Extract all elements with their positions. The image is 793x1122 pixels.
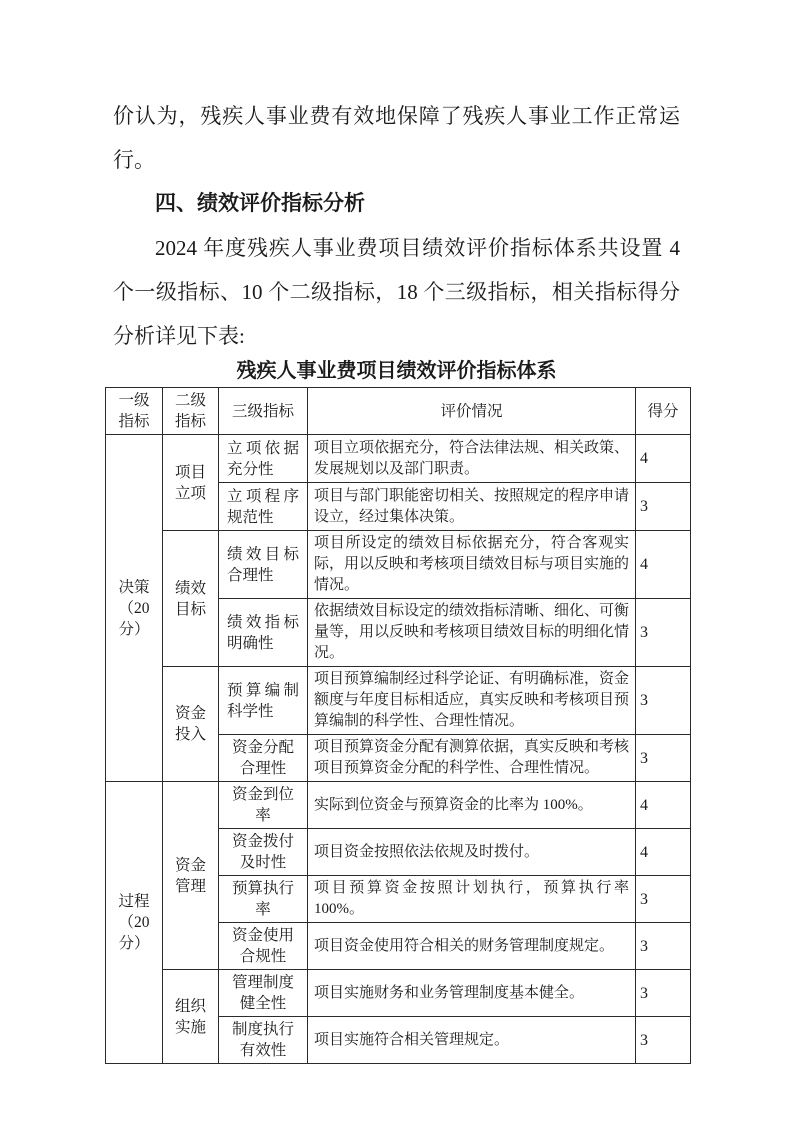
table-row (106, 970, 691, 1017)
evaluation-cell: 项目立项依据充分，符合法律法规、相关政策、发展规划以及部门职责。 (308, 435, 636, 483)
evaluation-cell: 项目预算资金分配有测算依据，真实反映和考核项目预算资金分配的科学性、合理性情况。 (308, 735, 636, 782)
intro-paragraph: 2024 年度残疾人事业费项目绩效评价指标体系共设置 4 个一级指标、10 个二级指标，18 个三级指标，相关指标得分分析详见下表: (113, 236, 680, 348)
indicator-cell: 资金分配合理性 (219, 735, 308, 782)
level2-cell-organization: 组织实施 (163, 970, 219, 1064)
table-row (106, 667, 691, 735)
score-cell: 4 (636, 435, 691, 483)
header-level1: 一级指标 (106, 388, 163, 435)
level1-cell-process: 过程（20分） (106, 782, 163, 1064)
table-header-row (106, 388, 691, 435)
score-cell: 4 (636, 829, 691, 876)
evaluation-cell: 项目实施符合相关管理规定。 (308, 1017, 636, 1064)
indicator-cell: 管理制度健全性 (219, 970, 308, 1017)
indicator-cell: 绩效指标明确性 (219, 599, 308, 667)
level2-cell-project-setup: 项目立项 (163, 435, 219, 531)
indicator-cell: 预算执行率 (219, 876, 308, 923)
score-cell: 3 (636, 923, 691, 970)
evaluation-cell: 项目实施财务和业务管理制度基本健全。 (308, 970, 636, 1017)
evaluation-cell: 项目所设定的绩效目标依据充分，符合客观实际，用以反映和考核项目绩效目标与项目实施的情况。 (308, 531, 636, 599)
evaluation-cell: 实际到位资金与预算资金的比率为 100%。 (308, 782, 636, 829)
indicator-cell: 立项程序规范性 (219, 483, 308, 531)
indicator-cell: 资金使用合规性 (219, 923, 308, 970)
score-cell: 4 (636, 782, 691, 829)
evaluation-cell: 项目预算资金按照计划执行，预算执行率 100%。 (308, 876, 636, 923)
indicator-cell: 资金拨付及时性 (219, 829, 308, 876)
table-row (106, 782, 691, 829)
score-cell: 3 (636, 1017, 691, 1064)
indicator-table (105, 387, 691, 1064)
score-cell: 3 (636, 667, 691, 735)
paragraph-continuation: 价认为，残疾人事业费有效地保障了残疾人事业工作正常运行。 (113, 104, 680, 172)
evaluation-cell: 项目预算编制经过科学论证、有明确标准，资金额度与年度目标相适应，真实反映和考核项目预算编制的科学性、合理性情况。 (308, 667, 636, 735)
indicator-cell: 资金到位率 (219, 782, 308, 829)
score-cell: 3 (636, 735, 691, 782)
header-score: 得分 (636, 388, 691, 435)
score-cell: 3 (636, 483, 691, 531)
section-heading: 四、绩效评价指标分析 (155, 192, 365, 215)
score-cell: 4 (636, 531, 691, 599)
header-level3: 三级指标 (219, 388, 308, 435)
level2-cell-fund-management: 资金管理 (163, 782, 219, 970)
table-row (106, 531, 691, 599)
indicator-cell: 立项依据充分性 (219, 435, 308, 483)
evaluation-cell: 项目资金使用符合相关的财务管理制度规定。 (308, 923, 636, 970)
indicator-cell: 制度执行有效性 (219, 1017, 308, 1064)
level1-cell-decision: 决策（20分） (106, 435, 163, 782)
indicator-cell: 绩效目标合理性 (219, 531, 308, 599)
table-row (106, 435, 691, 483)
score-cell: 3 (636, 876, 691, 923)
table-title: 残疾人事业费项目绩效评价指标体系 (236, 360, 557, 382)
level2-cell-fund-input: 资金投入 (163, 667, 219, 782)
header-level2: 二级指标 (163, 388, 219, 435)
score-cell: 3 (636, 599, 691, 667)
evaluation-cell: 依据绩效目标设定的绩效指标清晰、细化、可衡量等，用以反映和考核项目绩效目标的明细化情况。 (308, 599, 636, 667)
evaluation-cell: 项目与部门职能密切相关、按照规定的程序申请设立，经过集体决策。 (308, 483, 636, 531)
header-evaluation: 评价情况 (308, 388, 636, 435)
indicator-cell: 预算编制科学性 (219, 667, 308, 735)
level2-cell-performance-goal: 绩效目标 (163, 531, 219, 667)
body-text-column (113, 94, 680, 358)
score-cell: 3 (636, 970, 691, 1017)
evaluation-cell: 项目资金按照依法依规及时拨付。 (308, 829, 636, 876)
